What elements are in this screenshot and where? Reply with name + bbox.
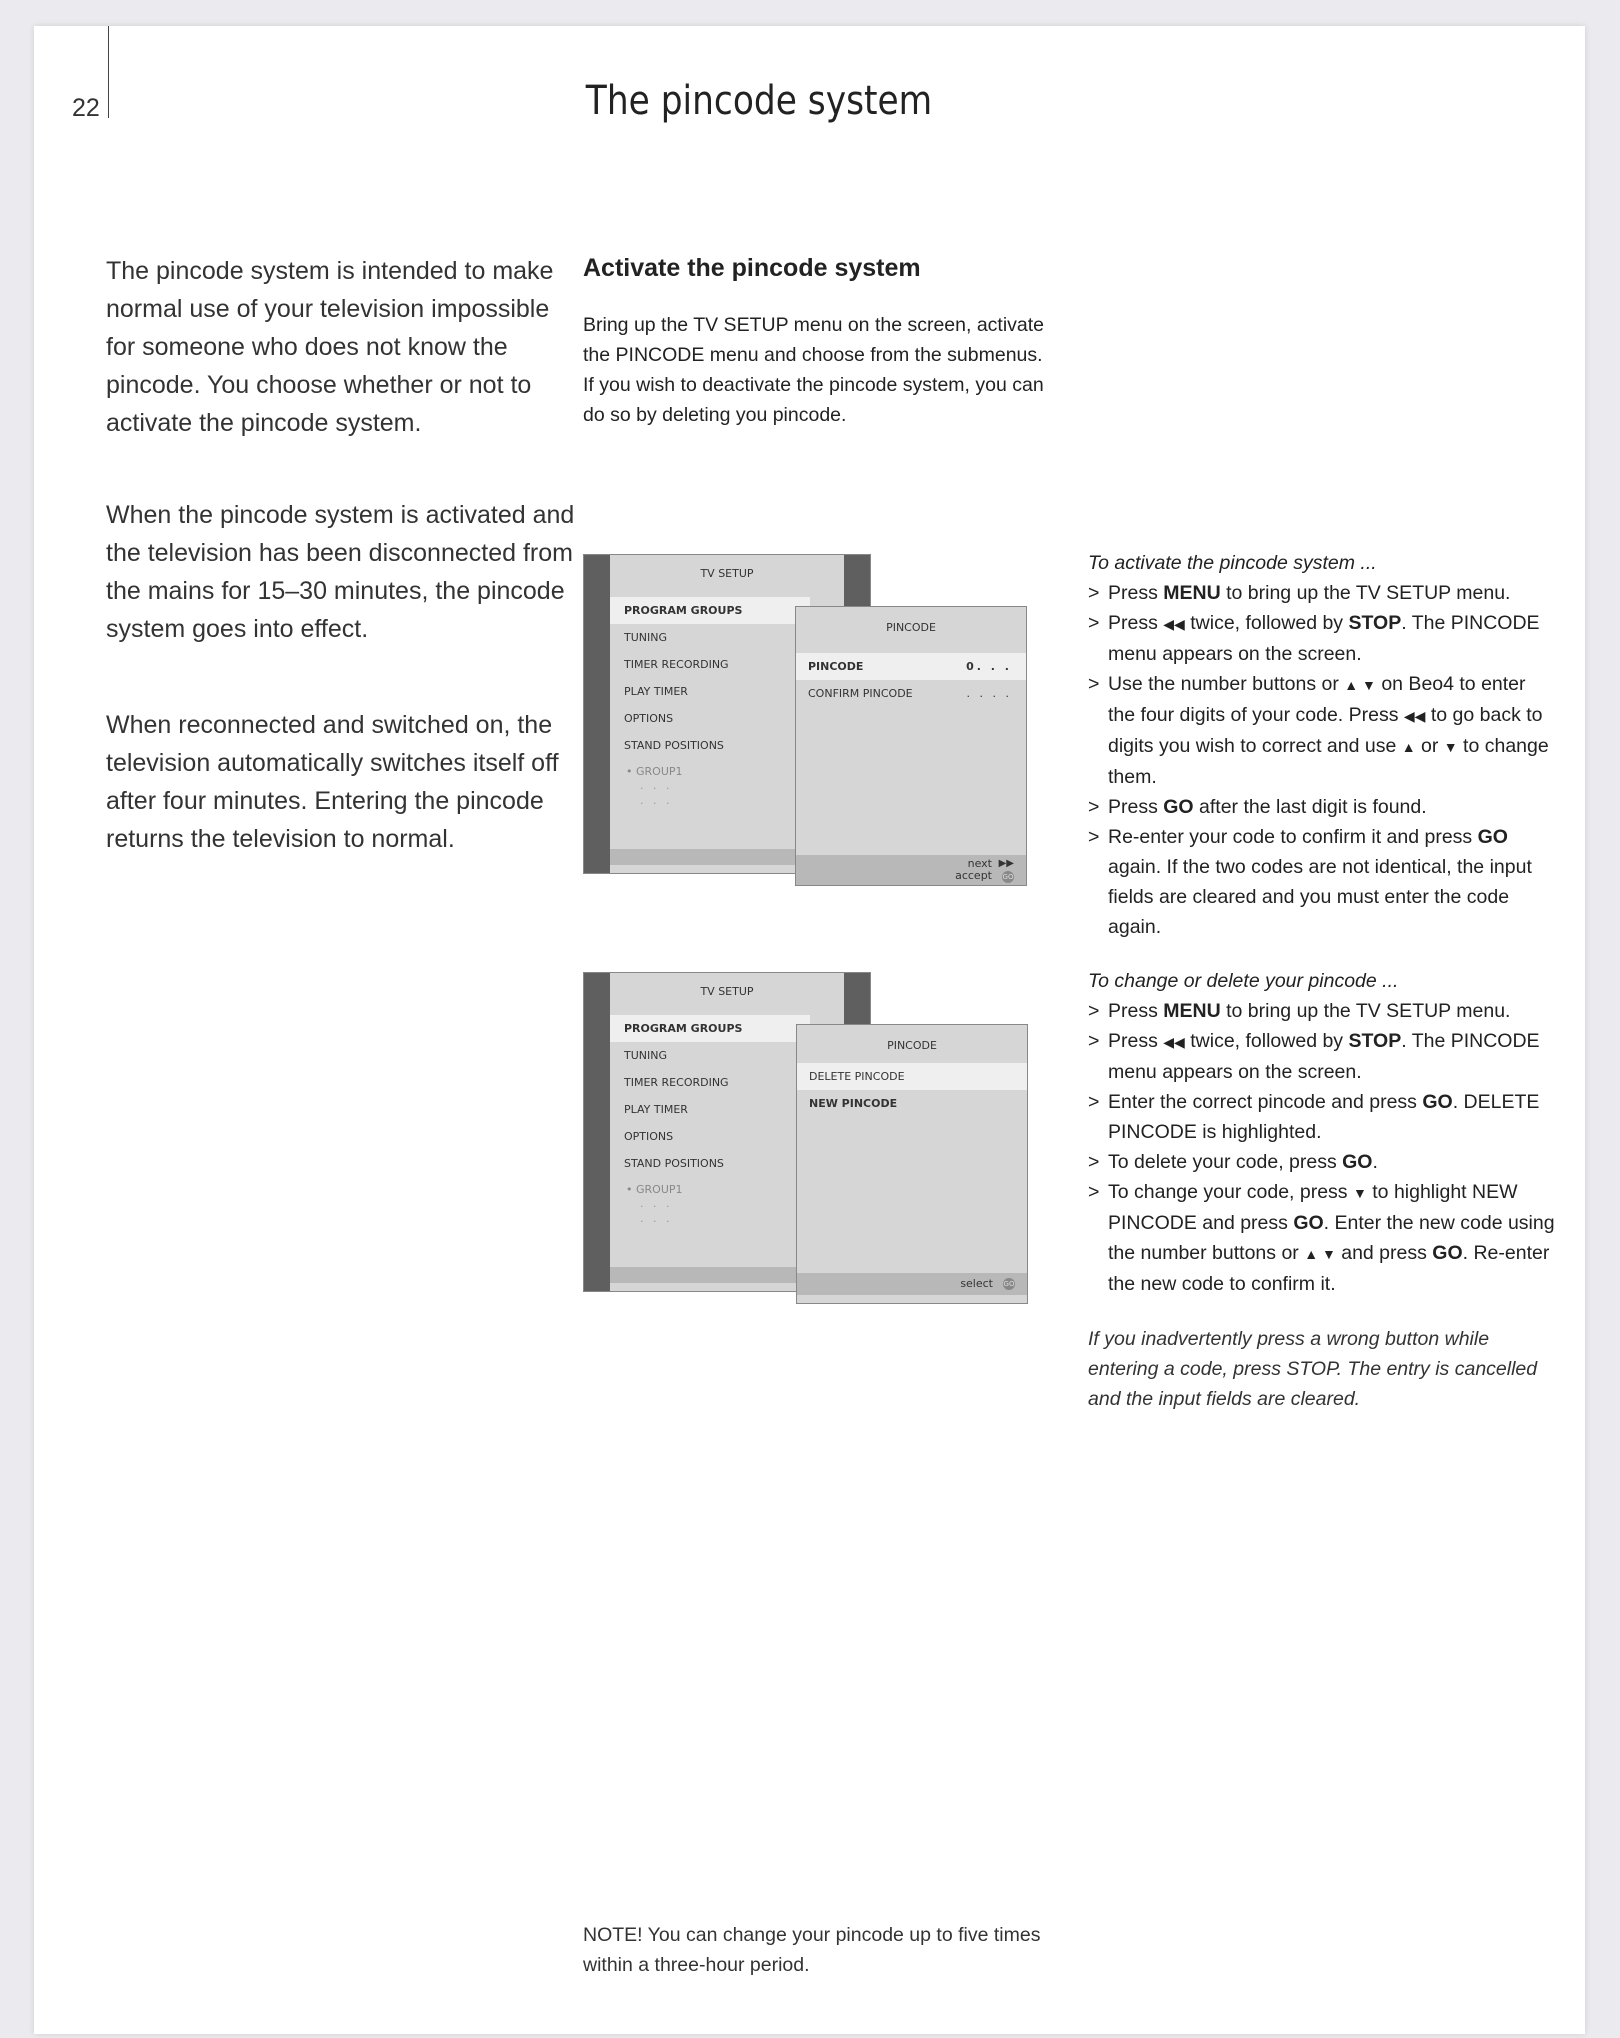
change-step-3: > Enter the correct pincode and press GO. DELETE PINCODE is highlighted. xyxy=(1088,1087,1558,1147)
menu-item-timer-recording: TIMER RECORDING xyxy=(624,658,729,671)
up-down-arrows-icon: ▲ ▼ xyxy=(1344,677,1376,693)
fast-forward-icon: ▶▶ xyxy=(998,858,1014,869)
change-instructions xyxy=(1088,966,1558,1299)
activate-step-3: > Use the number buttons or ▲ ▼ on Beo4 to enter the four digits of your code. Press ◀◀ to go back to digits you wish to correct and use ▲ or ▼ to change them. xyxy=(1088,669,1558,792)
section-heading: Activate the pincode system xyxy=(583,254,921,282)
menu-dots: . . . xyxy=(640,1197,673,1210)
down-arrow-icon: ▼ xyxy=(1443,739,1458,755)
menu-item-program-groups: PROGRAM GROUPS xyxy=(610,1015,810,1042)
confirm-pincode-value: . . . . xyxy=(966,687,1012,700)
activate-step-1: > Press MENU to bring up the TV SETUP menu. xyxy=(1088,578,1558,608)
menu-item-play-timer: PLAY TIMER xyxy=(624,685,688,698)
footer-next-label: next xyxy=(967,857,992,870)
footnote: If you inadvertently press a wrong button while entering a code, press STOP. The entry is cancelled and the input fields are cleared. xyxy=(1088,1328,1538,1410)
intro-paragraph-2: When the pincode system is activated and the television has been disconnected from the mains for 15–30 minutes, the pincode system goes into effect. xyxy=(106,501,575,643)
section-body xyxy=(583,310,1053,430)
pincode-menu-1 xyxy=(795,606,1027,886)
section-body-2: If you wish to deactivate the pincode system, you can do so by deleting you pincode. xyxy=(583,374,1044,426)
menu-dots: . . . xyxy=(640,1212,673,1225)
menu-item-stand-positions: STAND POSITIONS xyxy=(624,1157,724,1170)
pincode-footer xyxy=(796,855,1026,885)
rewind-icon: ◀◀ xyxy=(1163,1034,1185,1050)
rewind-icon: ◀◀ xyxy=(1163,616,1185,632)
change-step-5: > To change your code, press ▼ to highlight NEW PINCODE and press GO. Enter the new code using the number buttons or ▲ ▼ and press GO. Re-enter the new code to confirm it. xyxy=(1088,1177,1558,1299)
menu-item-options: OPTIONS xyxy=(624,712,674,725)
menu-group: • GROUP1 xyxy=(626,1183,683,1196)
menu-item-timer-recording: TIMER RECORDING xyxy=(624,1076,729,1089)
delete-pincode-row: DELETE PINCODE xyxy=(797,1063,1027,1090)
menu-dots: . . . xyxy=(640,779,673,792)
activate-step-5: > Re-enter your code to confirm it and press GO again. If the two codes are not identical, the input fields are cleared and you must enter the code again. xyxy=(1088,822,1558,942)
down-arrow-icon: ▼ xyxy=(1352,1185,1367,1201)
up-arrow-icon: ▲ xyxy=(1401,739,1416,755)
new-pincode-row: NEW PINCODE xyxy=(809,1097,898,1110)
intro-paragraph-3: When reconnected and switched on, the television automatically switches itself off after four minutes. Entering the pincode returns the television to normal. xyxy=(106,711,559,853)
pincode-footer xyxy=(797,1273,1027,1295)
activate-step-4: > Press GO after the last digit is found. xyxy=(1088,792,1558,822)
pincode-title: PINCODE xyxy=(886,621,936,634)
document-page xyxy=(34,26,1585,2034)
go-icon: GO xyxy=(1003,1280,1015,1288)
pincode-title: PINCODE xyxy=(887,1039,937,1052)
go-icon: GO xyxy=(1002,873,1014,881)
tv-setup-title: TV SETUP xyxy=(700,567,754,580)
section-body-1: Bring up the TV SETUP menu on the screen, activate the PINCODE menu and choose from the submenus. xyxy=(583,314,1045,366)
pincode-value: 0. . . xyxy=(966,660,1012,673)
menu-dots: . . . xyxy=(640,794,673,807)
intro-paragraph-1: The pincode system is intended to make normal use of your television impossible for someone who does not know the pincode. You choose whether or not to activate the pincode system. xyxy=(106,257,554,437)
change-step-4: > To delete your code, press GO. xyxy=(1088,1147,1558,1177)
header-rule xyxy=(108,26,109,118)
up-down-arrows-icon: ▲ ▼ xyxy=(1304,1246,1336,1262)
menu-item-tuning: TUNING xyxy=(624,631,667,644)
page-title: The pincode system xyxy=(585,78,933,124)
menu-item-tuning: TUNING xyxy=(624,1049,667,1062)
activate-step-2: > Press ◀◀ twice, followed by STOP. The PINCODE menu appears on the screen. xyxy=(1088,608,1558,669)
activate-heading: To activate the pincode system ... xyxy=(1088,552,1377,574)
menu-item-program-groups: PROGRAM GROUPS xyxy=(610,597,810,624)
confirm-pincode-row: CONFIRM PINCODE . . . . xyxy=(796,680,1026,707)
change-heading: To change or delete your pincode ... xyxy=(1088,970,1399,992)
change-step-1: > Press MENU to bring up the TV SETUP menu. xyxy=(1088,996,1558,1026)
footer-select-label: select xyxy=(960,1277,993,1290)
tv-setup-title: TV SETUP xyxy=(700,985,754,998)
menu-item-play-timer: PLAY TIMER xyxy=(624,1103,688,1116)
page-number: 22 xyxy=(72,94,100,122)
menu-item-stand-positions: STAND POSITIONS xyxy=(624,739,724,752)
menu-item-options: OPTIONS xyxy=(624,1130,674,1143)
change-step-2: > Press ◀◀ twice, followed by STOP. The PINCODE menu appears on the screen. xyxy=(1088,1026,1558,1087)
rewind-icon: ◀◀ xyxy=(1403,708,1426,724)
activate-instructions xyxy=(1088,548,1558,942)
footer-accept-label: accept xyxy=(955,869,992,882)
pincode-row: PINCODE 0. . . xyxy=(796,653,1026,680)
menu-group: • GROUP1 xyxy=(626,765,683,778)
note: NOTE! You can change your pincode up to five times within a three-hour period. xyxy=(583,1924,1041,1976)
pincode-menu-2 xyxy=(796,1024,1028,1304)
